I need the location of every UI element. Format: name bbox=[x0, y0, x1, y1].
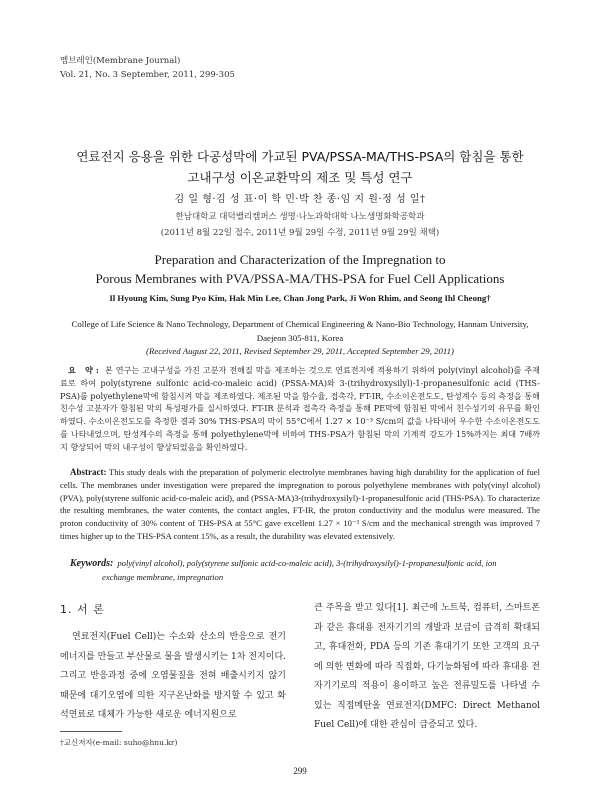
english-affiliation-block bbox=[60, 318, 540, 359]
korean-authors: 김 일 형·김 성 표·이 학 민·박 찬 종·임 지 원·정 성 일† bbox=[174, 194, 426, 205]
journal-header bbox=[60, 54, 235, 82]
left-column bbox=[60, 628, 286, 726]
korean-title-line1: 연료전지 응용을 위한 다공성막에 가교된 PVA/PSSA-MA/THS-PSA의 함침을 통한 bbox=[76, 149, 524, 164]
keywords-label: Keywords: bbox=[70, 558, 114, 569]
english-title-line1: Preparation and Characterization of the Impregnation to bbox=[154, 252, 446, 267]
keywords-line2: exchange membrane, impregnation bbox=[102, 571, 224, 582]
korean-abstract-text: 본 연구는 고내구성을 가진 고분자 전해질 막을 제조하는 것으로 연료전지에 적용하기 위하여 poly(vinyl alcohol)를 주재료로 하여 poly(styrene sulfonic acid-co-maleic acid) (PSSA-MA)와 3-(trihydroxysilyl)-1-propanesulfonic acid (THS-PSA)를 polyethylene막에 함침시켜 막을 제조하였다. 제조된 막을 함수율, 접촉각, FT-IR, 수소이온전도도, 탄성계수 등의 측정을 통해 친수성 고분자가 함침된 막의 특성평가를 실시하였다. FT-IR 분석과 접촉각 측정을 통해 PE막에 함침된 막에서 친수성기의 유무를 확인하였다. 수소이온전도도를 측정한 결과 30% THS-PSA의 막이 55°C에서 1.27 × 10⁻³ S/cm의 값을 나타내어 우수한 수소이온전도도를 나타내었으며, 탄성계수의 측정을 통해 polyethylene막에 비하여 THS-PSA가 함침된 막의 기계적 강도가 15%까지는 최대 7배까지 향상되어 막의 내구성이 향상되었음을 확인하였다. bbox=[60, 365, 540, 452]
english-received: (Received August 22, 2011, Revised September 29, 2011, Accepted September 29, 2011) bbox=[146, 346, 454, 356]
english-abstract-label: Abstract: bbox=[70, 467, 107, 477]
footnote: †교신저자(e-mail: suho@hnu.kr) bbox=[60, 738, 178, 747]
english-abstract bbox=[60, 466, 540, 543]
english-affiliation: College of Life Science & Nano Technology, Department of Chemical Engineering & Nano-Bio Technology, Hannam University, Daejeon 305-811, Korea bbox=[71, 319, 529, 343]
keywords bbox=[60, 557, 540, 584]
left-column-paragraph: 연료전지(Fuel Cell)는 수소와 산소의 반응으로 전기에너지를 만들고 부산물로 물을 발생시키는 1차 전지이다. 그리고 반응과정 중에 오염물질을 전혀 배출시키지 않기 때문에 대기오염에 의한 지구온난화를 방지할 수 있고 화석연료로 대체가 가능한 새로운 에너지원으로 bbox=[60, 632, 286, 720]
korean-title bbox=[60, 146, 540, 188]
english-title bbox=[60, 250, 540, 288]
keywords-line1: poly(vinyl alcohol), poly(styrene sulfonic acid-co-maleic acid), 3-(trihydroxysilyl)-1-propanesulfonic acid, ion bbox=[117, 558, 497, 568]
journal-volume: Vol. 21, No. 3 September, 2011, 299-305 bbox=[60, 70, 235, 80]
english-authors: Il Hyoung Kim, Sung Pyo Kim, Hak Min Lee, Chan Jong Park, Ji Won Rhim, and Seong Ihl Cheong† bbox=[109, 293, 491, 303]
right-column bbox=[314, 599, 540, 736]
korean-abstract bbox=[60, 364, 540, 454]
journal-name: 멤브레인(Membrane Journal) bbox=[60, 56, 181, 66]
korean-abstract-label: 요 약: bbox=[68, 365, 102, 375]
page-number: 299 bbox=[293, 766, 307, 776]
korean-affiliation: 한남대학교 대덕밸리캠퍼스 생명·나노과학대학 나노생명화학공학과 bbox=[175, 212, 425, 222]
korean-received: (2011년 8월 22일 접수, 2011년 9월 29일 수정, 2011년 9월 29일 채택) bbox=[160, 228, 440, 238]
footnote-divider bbox=[60, 731, 122, 732]
korean-title-line2: 고내구성 이온교환막의 제조 및 특성 연구 bbox=[187, 170, 413, 185]
right-column-paragraph: 큰 주목을 받고 있다[1]. 최근에 노트북, 컴퓨터, 스마트폰과 같은 휴대용 전자기기의 개발과 보급이 급격히 확대되고, 휴대전화, PDA 등의 기존 휴대기기 또한 고객의 요구에 의한 변화에 따라 직접화, 다기능화됨에 따라 휴대용 전자기기로의 적용이 용이하고 높은 전류밀도를 나타낼 수 있는 직접메탄올 연료전지(DMFC: Direct Methanol Fuel Cell)에 대한 관심이 급증되고 있다. bbox=[314, 603, 540, 730]
english-title-line2: Porous Membranes with PVA/PSSA-MA/THS-PSA for Fuel Cell Applications bbox=[95, 271, 505, 286]
section-heading-introduction: 1. 서 론 bbox=[60, 603, 105, 616]
english-abstract-text: This study deals with the preparation of polymeric electrolyte membranes having high durability for the application of fuel cells. The membranes under investigation were prepared the impregnation to porous polyethylene membranes with poly(vinyl alcohol)(PVA), poly(styrene sulfonic acid-co-maleic acid), and (PSSA-MA)3-(trihydroxysilyl)-1-propanesulfonic acid (THS-PSA). To characterize the resulting membranes, the water contents, the contact angles, FT-IR, the proton conductivity and the modulus were measured. The proton conductivity of 30% content of THS-PSA at 55°C gave excellent 1.27 × 10⁻³ S/cm and the mechanical strength was improved 7 times higher up to the THS-PSA content 15%, as a result, the durability was elevated extensively. bbox=[60, 467, 540, 541]
korean-affiliation-block bbox=[60, 209, 540, 241]
